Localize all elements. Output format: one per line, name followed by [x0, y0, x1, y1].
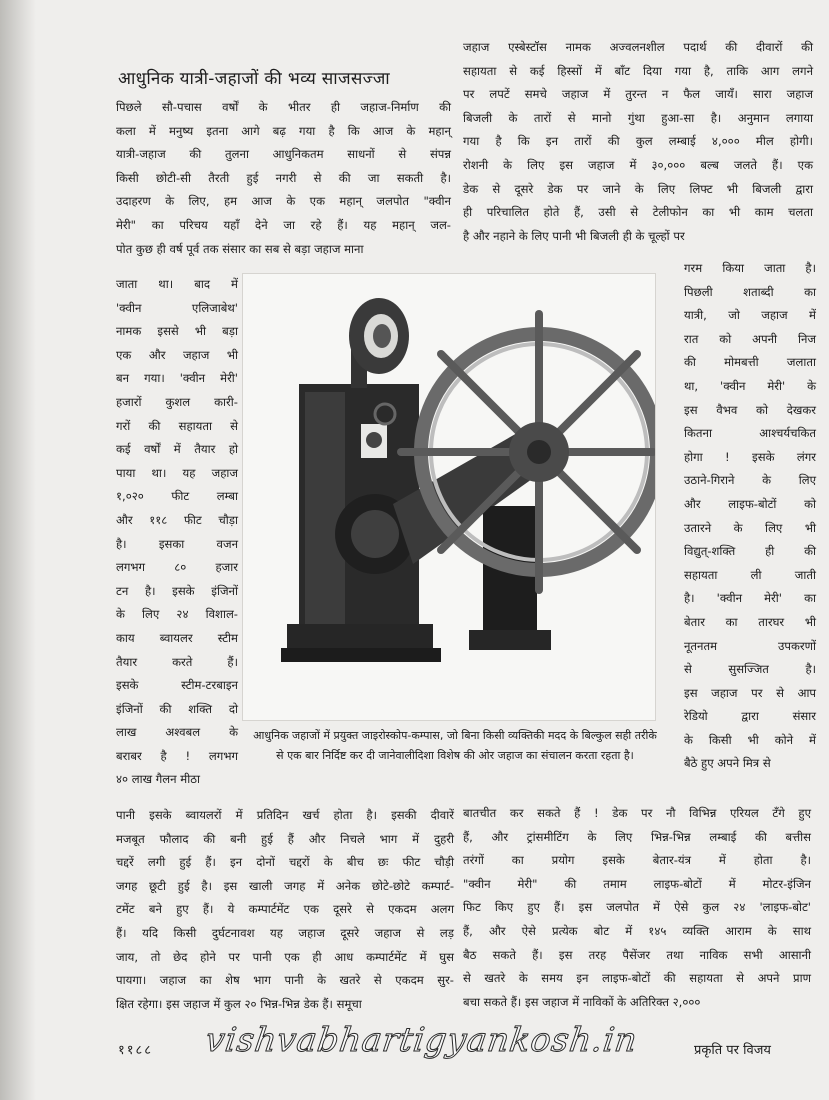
- text-line: इंजिनों की शक्ति दो: [116, 701, 238, 716]
- watermark: vishvabhartigyankosh.in: [203, 1020, 641, 1059]
- text-line: पर लपटें समचे जहाज में तुरन्त न फैल जायँ। सारा जहाज: [463, 87, 813, 102]
- right-column-top-text: [463, 36, 813, 248]
- text-line: हैं, और ऐसे प्रत्येक बोट में १४५ व्यक्ति आराम के साथ: [463, 923, 811, 938]
- text-line: रोशनी के लिए इस जहाज में ३०,००० बल्ब जलते हैं। एक: [463, 157, 813, 172]
- text-line: टन है। इसके इंजिनों: [116, 583, 238, 598]
- text-line: और लाइफ-बोटों को: [684, 496, 816, 511]
- left-narrow-column-text: [116, 273, 238, 792]
- text-line: से सुसज्जित है।: [684, 662, 816, 677]
- text-line: पोत कुछ ही वर्ष पूर्व तक संसार का सब से बड़ा जहाज माना: [116, 241, 364, 256]
- text-line: लगभग ८० हजार: [116, 560, 238, 575]
- text-line: बराबर है ! लगभग: [116, 748, 238, 763]
- text-line: यात्री, जो जहाज में: [684, 308, 816, 323]
- text-line: बैठ सकते हैं। इस तरह पैसेंजर तथा नाविक सभी आसानी: [463, 947, 811, 962]
- text-line: पिछले सौ-पचास वर्षों के भीतर ही जहाज-निर्माण की: [116, 100, 451, 114]
- text-line: की मदद के बिल्कुल सही तरीके से एक बार निर्दिष्ट कर दी जानेवाली: [276, 729, 657, 762]
- section-title: प्रकृति पर विजय: [694, 1043, 771, 1058]
- text-line: आधुनिक जहाजों में प्रयुक्त जाइरोस्कोप-कम्पास, जो बिना किसी व्यक्ति: [253, 729, 534, 742]
- text-line: तैयार करते हैं।: [116, 654, 238, 669]
- text-line: पिछली शताब्दी का: [684, 284, 816, 299]
- text-line: के लिए २४ विशाल-: [116, 607, 238, 622]
- text-line: पाया था। यह जहाज: [116, 465, 238, 480]
- text-line: बन गया। 'क्वीन मेरी': [116, 371, 238, 386]
- text-line: कई वर्षों में तैयार हो: [116, 442, 238, 457]
- text-line: नामक इससे भी बड़ा: [116, 324, 238, 339]
- text-line: उदाहरण के लिए, हम आज के एक महान् जलपोत "क्वीन: [116, 194, 451, 209]
- text-line: पानी इसके ब्वायलरों में प्रतिदिन खर्च होता है। इसकी दीवारें: [116, 808, 454, 822]
- ship-wheel-compass-illustration: [243, 274, 655, 720]
- text-line: हैं, और ट्रांसमीटिंग के लिए भिन्न-भिन्न लम्बाई की बत्तीस: [463, 829, 811, 844]
- text-line: ४० लाख गैलन मीठा: [116, 772, 200, 787]
- text-line: १,०२० फीट लम्बा: [116, 489, 238, 504]
- text-line: जहाज एस्बेस्टॉस नामक अज्वलनशील पदार्थ की दीवारों की: [463, 40, 813, 54]
- text-line: जाय, तो छेद होने पर पानी एक ही आध कम्पार्टमेंट में घुस: [116, 949, 454, 964]
- text-line: इस वैभव को देखकर: [684, 402, 816, 417]
- text-line: और ११८ फीट चौड़ा: [116, 512, 238, 527]
- text-line: मेरी" का परिचय यहाँ देने जा रहे हैं। यह महान् जल-: [116, 217, 451, 232]
- text-line: से खतरे के समय इन लाइफ-बोटों की सहायता से अपने प्राण: [463, 971, 811, 986]
- text-line: सहायता से कई हिस्सों में बाँट दिया गया है, ताकि आग लगने: [463, 63, 813, 78]
- text-line: नूतनतम उपकरणों: [684, 638, 816, 653]
- text-line: है। इसका वजन: [116, 536, 238, 551]
- text-line: कला में मनुष्य इतना आगे बढ़ गया है कि आज के महान्: [116, 123, 451, 138]
- text-line: की मोमबत्ती जलाता: [684, 355, 816, 370]
- text-line: किसी छोटी-सी तैरती हुई नगरी से की जा सकती है।: [116, 170, 451, 185]
- text-line: था, 'क्वीन मेरी' के: [684, 378, 816, 393]
- text-line: इस जहाज पर से आप: [684, 685, 816, 700]
- text-line: बेतार का तारघर भी: [684, 614, 816, 629]
- article-headline: आधुनिक यात्री-जहाजों की भव्य साजसज्जा: [118, 69, 391, 89]
- text-line: रेडियो द्वारा संसार: [684, 709, 816, 724]
- text-line: गया है कि इन तारों की कुल लम्बाई ४,००० मील होगी।: [463, 134, 813, 149]
- left-column-top-text: [116, 96, 451, 261]
- left-column-bottom-text: [116, 804, 454, 1016]
- text-line: सहायता ली जाती: [684, 567, 816, 582]
- text-line: उतारने के लिए भी: [684, 520, 816, 535]
- text-line: 'क्वीन एलिजाबेथ': [116, 300, 238, 315]
- text-line: चद्दरें लगी हुई हैं। इन दोनों चद्दरों के बीच छः फीट चौड़ी: [116, 855, 454, 870]
- text-line: होगा ! इसके लंगर: [684, 449, 816, 464]
- text-line: के किसी भी कोने में: [684, 732, 816, 747]
- text-line: बैठे हुए अपने मित्र से: [684, 756, 771, 771]
- text-line: रात को अपनी निज: [684, 331, 816, 346]
- text-line: जाता था। बाद में: [116, 277, 238, 291]
- binding-shadow: [0, 0, 36, 1100]
- text-line: गरम किया जाता है।: [684, 261, 816, 275]
- text-line: तरंगों का प्रयोग इसके बेतार-यंत्र में होता है।: [463, 853, 811, 868]
- text-line: दिशा विशेष की ओर जहाज का संचालन करता रहता है।: [414, 749, 634, 762]
- text-line: मजबूत फौलाद की बनी हुई हैं और निचले भाग में दुहरी: [116, 831, 454, 846]
- text-line: यात्री-जहाज की तुलना आधुनिकतम साधनों से संपन्न: [116, 147, 451, 162]
- text-line: क्षित रहेगा। इस जहाज में कुल २० भिन्न-भिन्न डेक हैं। समूचा: [116, 996, 362, 1011]
- text-line: है और नहाने के लिए पानी भी बिजली ही के चूल्हों पर: [463, 228, 685, 243]
- text-line: काय ब्वायलर स्टीम: [116, 630, 238, 645]
- text-line: लाख अश्वबल के: [116, 725, 238, 740]
- text-line: विद्युत्-शक्ति ही की: [684, 544, 816, 559]
- text-line: जगह छूटी हुई है। इस खाली जगह में अनेक छोटे-छोटे कम्पार्ट-: [116, 878, 454, 893]
- text-line: हजारों कुशल कारी-: [116, 394, 238, 409]
- text-line: बचा सकते हैं। इस जहाज में नाविकों के अतिरिक्त २,०००: [463, 994, 701, 1009]
- page-number: ११८८: [118, 1043, 154, 1058]
- text-line: टमेंट बने हुए हैं। ये कम्पार्टमेंट एक दूसरे से एकदम अलग: [116, 902, 454, 917]
- text-line: कितना आश्चर्यचकित: [684, 426, 816, 441]
- text-line: इसके स्टीम-टरबाइन: [116, 678, 238, 693]
- text-line: बिजली के तारों से मानो गुंथा हुआ-सा है। अनुमान लगाया: [463, 110, 813, 125]
- text-line: गरों की सहायता से: [116, 418, 238, 433]
- right-column-bottom-text: [463, 802, 811, 1014]
- text-line: फिट किए हुए हैं। इस जलपोत में ऐसे कुल २४ 'लाइफ-बोट': [463, 900, 811, 915]
- text-line: "क्वीन मेरी" की तमाम लाइफ-बोटों में मोटर-इंजिन: [463, 876, 811, 891]
- text-line: ही परिचालित होते हैं, उसी से टेलीफोन का भी काम चलता: [463, 205, 813, 220]
- text-line: उठाने-गिराने के लिए: [684, 473, 816, 488]
- text-line: एक और जहाज भी: [116, 347, 238, 362]
- text-line: हैं। यदि किसी दुर्घटनावश यह जहाज दूसरे जहाज से लड़: [116, 925, 454, 940]
- text-line: डेक से दूसरे डेक पर जाने के लिए लिफ्ट भी बिजली द्वारा: [463, 181, 813, 196]
- right-narrow-column-text: [684, 257, 816, 776]
- figure-caption: [250, 726, 660, 766]
- text-line: बातचीत कर सकते हैं ! डेक पर नौ विभिन्न एरियल टँगे हुए: [463, 806, 811, 820]
- gyroscope-compass-photo: [242, 273, 656, 721]
- text-line: पायगा। जहाज का शेष भाग पानी के खतरे से एकदम सुर-: [116, 973, 454, 988]
- text-line: है। 'क्वीन मेरी' का: [684, 591, 816, 606]
